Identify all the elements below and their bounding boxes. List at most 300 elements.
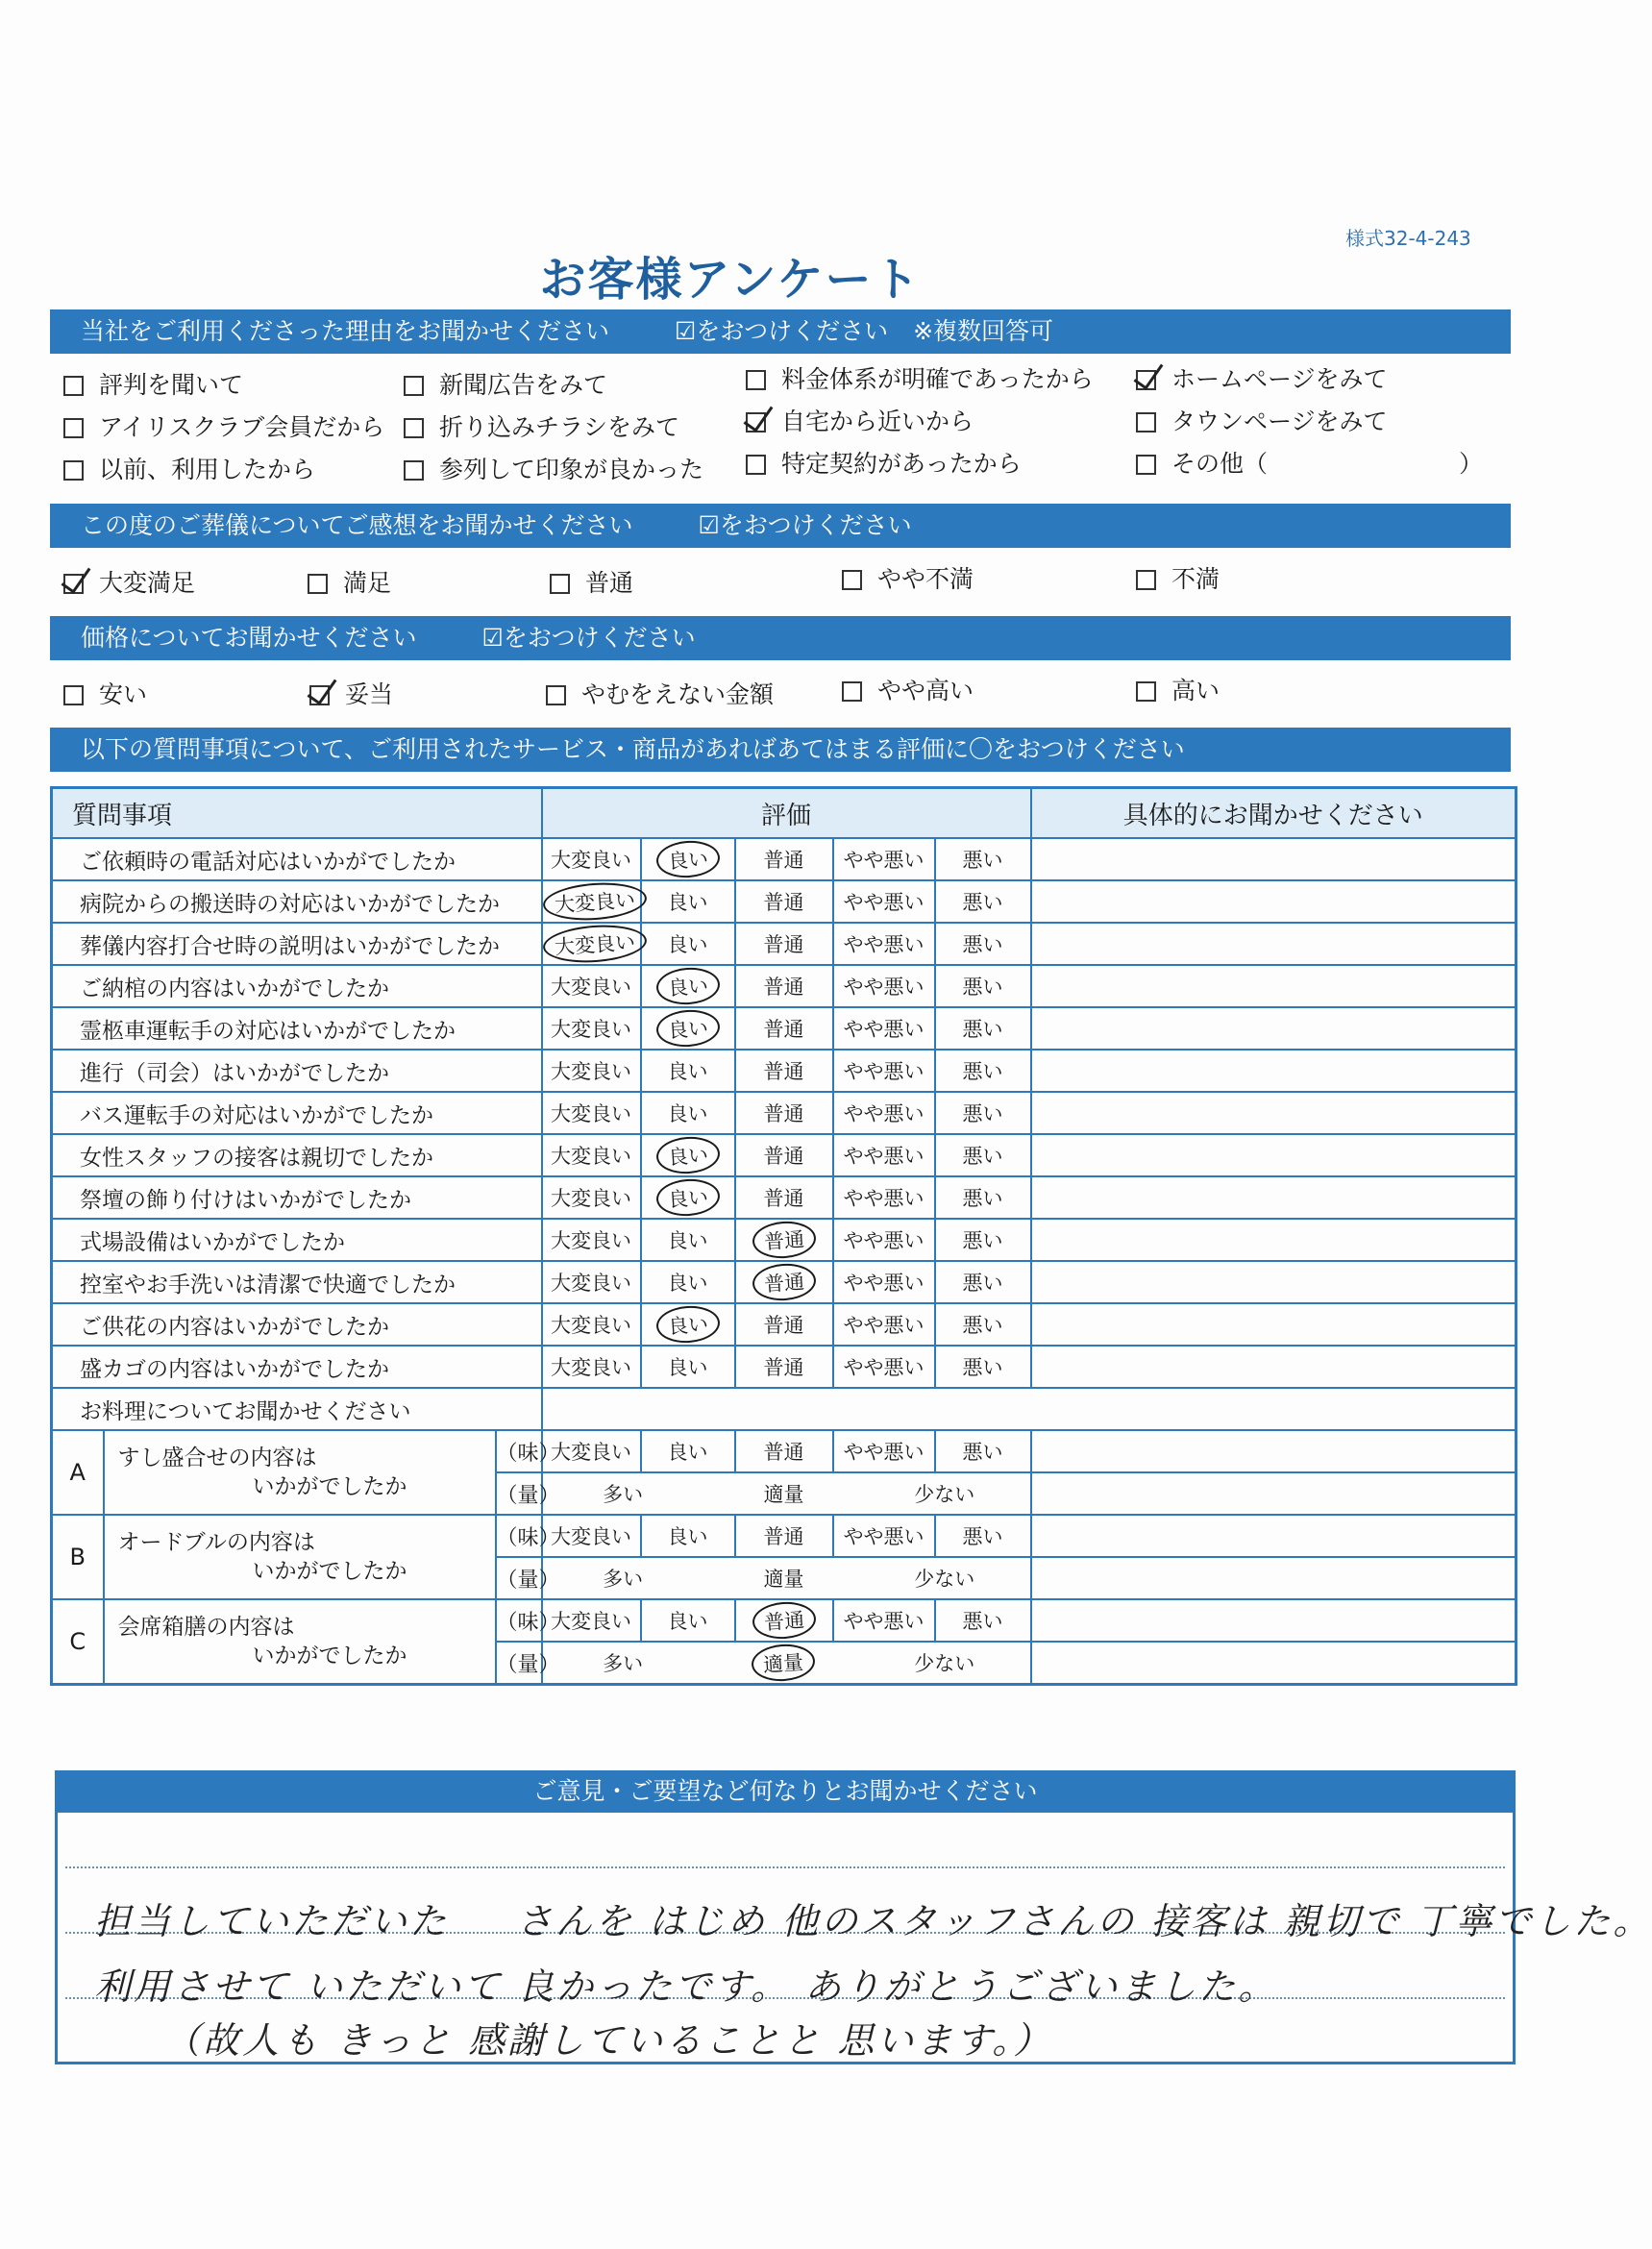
rating-label: 普通 <box>751 1220 816 1261</box>
amount-label-text: 少ない <box>914 1568 975 1591</box>
checkbox[interactable] <box>63 418 84 438</box>
rating-option[interactable] <box>833 1007 935 1050</box>
rating-option[interactable] <box>833 1092 935 1134</box>
form-id: 様式32-4-243 <box>1345 227 1471 250</box>
amount-option[interactable] <box>543 1648 703 1677</box>
comment-line-1-after: さんを はじめ 他のスタッフさんの 接客は 親切で 丁寧でした。 <box>516 1900 1652 1942</box>
checkbox[interactable] <box>63 376 84 396</box>
checkbox-label: やや高い <box>877 677 974 704</box>
amount-label: （量） <box>496 1642 542 1685</box>
col-question-header: 質問事項 <box>52 788 542 839</box>
checkbox[interactable] <box>546 685 566 705</box>
section1-note: ※複数回答可 <box>913 317 1054 345</box>
food-letter: B <box>52 1515 104 1599</box>
rating-option[interactable] <box>641 1092 735 1134</box>
food-heading-blank <box>542 1388 1516 1430</box>
rating-option[interactable] <box>735 1261 833 1303</box>
checkbox-option[interactable] <box>546 680 774 709</box>
rating-label: やや悪い <box>843 1525 925 1548</box>
rating-label: 普通 <box>763 1145 804 1168</box>
checkbox-option[interactable] <box>746 450 1022 479</box>
detail-cell[interactable] <box>1031 1007 1516 1050</box>
taste-option[interactable] <box>935 1430 1031 1472</box>
rating-option[interactable] <box>542 1261 641 1303</box>
rating-label: 大変良い <box>551 1610 631 1633</box>
food-name <box>104 1515 496 1599</box>
rating-label: 大変良い <box>541 922 647 965</box>
rating-label: 大変良い <box>551 1145 631 1168</box>
rating-option[interactable] <box>833 1303 935 1346</box>
rating-label: 大変良い <box>551 1272 631 1295</box>
amount-options <box>542 1557 1031 1599</box>
question-text: 葬儀内容打合せ時の説明はいかがでしたか <box>52 923 542 965</box>
rating-option[interactable] <box>641 965 735 1007</box>
checkbox[interactable] <box>842 681 862 702</box>
checkbox-label: 普通 <box>585 569 634 597</box>
rating-option[interactable] <box>641 1050 735 1092</box>
amount-option[interactable] <box>543 1479 703 1508</box>
taste-label: （味） <box>496 1599 542 1642</box>
rating-label: 良い <box>654 1304 720 1346</box>
rating-table <box>50 786 1517 1686</box>
amount-label-text: 多い <box>603 1483 644 1506</box>
checkbox-option[interactable] <box>63 413 384 442</box>
rating-label: 良い <box>654 1008 720 1050</box>
rating-option[interactable] <box>833 838 935 880</box>
checkbox-label: やや不満 <box>877 565 974 593</box>
rating-label: 良い <box>667 1441 708 1464</box>
food-name-main: 会席箱膳の内容は <box>117 1615 295 1640</box>
rating-option[interactable] <box>641 1007 735 1050</box>
food-name-suffix: いかがでしたか <box>252 1474 407 1499</box>
rating-option[interactable] <box>641 923 735 965</box>
checkbox-label: その他（ <box>1171 450 1269 478</box>
taste-option[interactable] <box>542 1515 641 1557</box>
checkbox[interactable] <box>1136 681 1156 702</box>
detail-cell[interactable] <box>1031 923 1516 965</box>
checkbox-label: 特定契約があったから <box>781 450 1022 478</box>
rating-label: 良い <box>667 1356 708 1379</box>
food-taste-row <box>52 1599 1516 1642</box>
rating-option[interactable] <box>833 1261 935 1303</box>
rating-label: 普通 <box>751 1262 816 1303</box>
rating-option[interactable] <box>935 1007 1031 1050</box>
taste-option[interactable] <box>935 1515 1031 1557</box>
question-row <box>52 1134 1516 1176</box>
question-row <box>52 1261 1516 1303</box>
detail-cell[interactable] <box>1031 1092 1516 1134</box>
taste-option[interactable] <box>735 1430 833 1472</box>
section1-heading: 当社をご利用くださった理由をお聞かせください <box>81 317 610 345</box>
rating-label: 大変良い <box>551 1356 631 1379</box>
detail-cell[interactable] <box>1031 1557 1516 1599</box>
taste-option[interactable] <box>641 1515 735 1557</box>
food-heading: お料理についてお聞かせください <box>52 1388 542 1430</box>
rating-label: 大変良い <box>551 1060 631 1083</box>
rating-label: 大変良い <box>541 879 647 923</box>
food-name-main: すし盛合せの内容は <box>117 1446 317 1470</box>
question-row <box>52 1219 1516 1261</box>
checkbox-option[interactable] <box>842 677 974 705</box>
rating-label: 普通 <box>763 933 804 956</box>
rating-option[interactable] <box>542 965 641 1007</box>
rating-label: 普通 <box>763 1187 804 1210</box>
rating-label: 悪い <box>962 1356 1003 1379</box>
question-row <box>52 1176 1516 1219</box>
rating-option[interactable] <box>935 880 1031 923</box>
rating-label: 普通 <box>763 1060 804 1083</box>
checkbox-option[interactable] <box>63 569 195 598</box>
taste-option[interactable] <box>833 1515 935 1557</box>
rating-label: 良い <box>667 1102 708 1125</box>
rating-option[interactable] <box>935 1092 1031 1134</box>
detail-cell[interactable] <box>1031 1515 1516 1557</box>
taste-option[interactable] <box>935 1599 1031 1642</box>
detail-cell[interactable] <box>1031 1176 1516 1219</box>
detail-cell[interactable] <box>1031 1219 1516 1261</box>
amount-label-text: 多い <box>603 1568 644 1591</box>
question-row <box>52 880 1516 923</box>
checkbox-option[interactable] <box>1136 408 1388 436</box>
checkbox-label: 大変満足 <box>99 569 196 597</box>
checkbox[interactable] <box>404 460 424 481</box>
food-taste-row <box>52 1430 1516 1472</box>
checkbox-option[interactable] <box>746 365 1094 394</box>
rating-option[interactable] <box>833 1050 935 1092</box>
question-row <box>52 923 1516 965</box>
checkbox-option[interactable] <box>308 569 391 598</box>
other-close-paren: ） <box>1459 450 1484 478</box>
checkbox-label: 妥当 <box>345 680 394 708</box>
rating-option[interactable] <box>641 1303 735 1346</box>
rating-label: やや悪い <box>843 933 925 956</box>
rating-option[interactable] <box>735 1007 833 1050</box>
rating-label: やや悪い <box>843 1272 925 1295</box>
amount-option[interactable] <box>864 1648 1024 1677</box>
taste-option[interactable] <box>833 1430 935 1472</box>
rating-label: 大変良い <box>551 1441 631 1464</box>
question-text: ご供花の内容はいかがでしたか <box>52 1303 542 1346</box>
rating-option[interactable] <box>542 923 641 965</box>
section3-heading: 価格についてお聞かせください <box>81 624 417 652</box>
checkbox-option[interactable] <box>1136 677 1220 705</box>
rating-label: やや悪い <box>843 891 925 914</box>
rating-label: 大変良い <box>551 1314 631 1337</box>
checkbox-label: 新聞広告をみて <box>439 371 608 399</box>
checkbox[interactable] <box>746 455 766 475</box>
checkbox[interactable] <box>746 412 766 432</box>
rating-label: やや悪い <box>843 976 925 999</box>
rating-label: やや悪い <box>843 1229 925 1252</box>
taste-option[interactable] <box>735 1599 833 1642</box>
rating-option[interactable] <box>735 1346 833 1388</box>
section1-instruction: ☑をおつけください <box>674 317 889 345</box>
rating-label: 悪い <box>962 1018 1003 1041</box>
amount-label-text: 適量 <box>763 1568 804 1591</box>
rating-option[interactable] <box>833 1134 935 1176</box>
checkbox-label: 不満 <box>1171 565 1221 593</box>
rating-label: 大変良い <box>551 1187 631 1210</box>
rating-option[interactable] <box>542 1050 641 1092</box>
comment-line-1-before: 担当していただいた <box>94 1900 450 1942</box>
rating-option[interactable] <box>641 1176 735 1219</box>
checkbox-label: 評判を聞いて <box>99 371 244 399</box>
rating-label: 悪い <box>962 1610 1003 1633</box>
rating-option[interactable] <box>735 1303 833 1346</box>
rating-option[interactable] <box>935 965 1031 1007</box>
checkbox[interactable] <box>842 570 862 590</box>
amount-option[interactable] <box>703 1648 864 1677</box>
rating-option[interactable] <box>833 1219 935 1261</box>
checkbox[interactable] <box>309 685 330 705</box>
rating-option[interactable] <box>641 1261 735 1303</box>
rating-label: 普通 <box>763 1525 804 1548</box>
checkbox-option[interactable] <box>746 408 974 436</box>
detail-cell[interactable] <box>1031 1050 1516 1092</box>
rating-option[interactable] <box>641 838 735 880</box>
rating-option[interactable] <box>935 1050 1031 1092</box>
checkbox[interactable] <box>1136 455 1156 475</box>
checkbox[interactable] <box>1136 370 1156 390</box>
taste-label: （味） <box>496 1430 542 1472</box>
checkbox[interactable] <box>746 370 766 390</box>
rating-label: 良い <box>667 1272 708 1295</box>
checkbox[interactable] <box>404 376 424 396</box>
taste-option[interactable] <box>542 1599 641 1642</box>
rating-label: やや悪い <box>843 1187 925 1210</box>
page-title: お客様アンケート <box>539 253 922 307</box>
rating-label: 大変良い <box>551 1018 631 1041</box>
taste-option[interactable] <box>641 1599 735 1642</box>
detail-cell[interactable] <box>1031 1599 1516 1642</box>
rating-option[interactable] <box>935 1303 1031 1346</box>
rating-option[interactable] <box>542 1303 641 1346</box>
rating-option[interactable] <box>641 880 735 923</box>
rating-option[interactable] <box>542 838 641 880</box>
rating-option[interactable] <box>833 923 935 965</box>
amount-label: （量） <box>496 1472 542 1515</box>
rating-label: 良い <box>654 1177 720 1219</box>
detail-cell[interactable] <box>1031 1346 1516 1388</box>
section4-heading: 以下の質問事項について、ご利用されたサービス・商品があればあてはまる評価に〇をおつけください <box>81 735 1185 763</box>
rating-label: やや悪い <box>843 1441 925 1464</box>
taste-option[interactable] <box>542 1430 641 1472</box>
rating-label: 悪い <box>962 1187 1003 1210</box>
rating-label: 良い <box>654 966 720 1007</box>
checkbox[interactable] <box>1136 570 1156 590</box>
checkbox-label: 満足 <box>343 569 392 597</box>
rating-label: 大変良い <box>551 1525 631 1548</box>
question-row <box>52 965 1516 1007</box>
rating-option[interactable] <box>935 838 1031 880</box>
section2-heading: この度のご葬儀についてご感想をお聞かせください <box>81 511 633 539</box>
amount-option[interactable] <box>703 1564 864 1593</box>
rating-label: やや悪い <box>843 1610 925 1633</box>
checkbox-option[interactable] <box>1136 565 1220 594</box>
rating-option[interactable] <box>935 1346 1031 1388</box>
checkbox-option[interactable] <box>63 456 315 484</box>
checkbox-option[interactable] <box>404 371 607 400</box>
amount-label-text: 少ない <box>914 1652 975 1675</box>
checkbox[interactable] <box>550 574 570 594</box>
rating-label: 良い <box>654 1135 720 1176</box>
rating-label: 普通 <box>763 1102 804 1125</box>
checkbox-option[interactable] <box>404 456 703 484</box>
rating-label: やや悪い <box>843 1018 925 1041</box>
amount-option[interactable] <box>864 1479 1024 1508</box>
rating-option[interactable] <box>833 1346 935 1388</box>
detail-cell[interactable] <box>1031 1430 1516 1472</box>
checkbox[interactable] <box>63 460 84 481</box>
rating-label: 悪い <box>962 1229 1003 1252</box>
question-text: 控室やお手洗いは清潔で快適でしたか <box>52 1261 542 1303</box>
rating-option[interactable] <box>641 1346 735 1388</box>
amount-option[interactable] <box>543 1564 703 1593</box>
section3-heading-bar <box>50 616 1511 660</box>
rating-option[interactable] <box>735 965 833 1007</box>
checkbox-option[interactable] <box>1136 365 1388 394</box>
question-row <box>52 838 1516 880</box>
amount-option[interactable] <box>703 1479 864 1508</box>
question-text: 病院からの搬送時の対応はいかがでしたか <box>52 880 542 923</box>
rating-label: 普通 <box>763 1018 804 1041</box>
amount-label-text: 多い <box>603 1652 644 1675</box>
checkbox-label: 以前、利用したから <box>99 456 316 483</box>
rating-option[interactable] <box>735 880 833 923</box>
col-detail-header: 具体的にお聞かせください <box>1031 788 1516 839</box>
rating-label: 大変良い <box>551 976 631 999</box>
rating-label: 大変良い <box>551 849 631 872</box>
checkbox-option[interactable] <box>550 569 633 598</box>
question-row <box>52 1092 1516 1134</box>
checkbox-option[interactable] <box>842 565 974 594</box>
question-text: ご依頼時の電話対応はいかがでしたか <box>52 838 542 880</box>
detail-cell[interactable] <box>1031 1303 1516 1346</box>
rating-label: 普通 <box>751 1600 816 1642</box>
detail-cell[interactable] <box>1031 838 1516 880</box>
detail-cell[interactable] <box>1031 1472 1516 1515</box>
checkbox-option[interactable] <box>63 680 147 709</box>
checkbox-option[interactable] <box>404 413 679 442</box>
checkbox[interactable] <box>308 574 328 594</box>
taste-option[interactable] <box>641 1430 735 1472</box>
detail-cell[interactable] <box>1031 1261 1516 1303</box>
checkbox-option[interactable] <box>1136 450 1268 479</box>
detail-cell[interactable] <box>1031 965 1516 1007</box>
amount-options <box>542 1472 1031 1515</box>
food-letter: C <box>52 1599 104 1685</box>
checkbox[interactable] <box>63 574 84 594</box>
checkbox-label: 参列して印象が良かった <box>439 456 704 483</box>
checkbox-label: 折り込みチラシをみて <box>439 413 680 441</box>
col-rating-header: 評価 <box>542 788 1031 839</box>
rating-label: 悪い <box>962 1441 1003 1464</box>
rating-option[interactable] <box>833 1176 935 1219</box>
rating-option[interactable] <box>542 1219 641 1261</box>
rating-option[interactable] <box>935 923 1031 965</box>
amount-label: （量） <box>496 1557 542 1599</box>
section1-heading-bar <box>50 309 1511 354</box>
rating-option[interactable] <box>542 880 641 923</box>
question-row <box>52 1050 1516 1092</box>
amount-option[interactable] <box>864 1564 1024 1593</box>
rating-option[interactable] <box>542 1134 641 1176</box>
detail-cell[interactable] <box>1031 1134 1516 1176</box>
rating-label: 良い <box>667 1060 708 1083</box>
amount-label-text: 適量 <box>763 1483 804 1506</box>
rating-label: 悪い <box>962 933 1003 956</box>
food-letter: A <box>52 1430 104 1515</box>
rating-option[interactable] <box>735 1092 833 1134</box>
rating-option[interactable] <box>542 1007 641 1050</box>
detail-cell[interactable] <box>1031 880 1516 923</box>
rating-option[interactable] <box>833 965 935 1007</box>
rating-option[interactable] <box>935 1176 1031 1219</box>
rating-option[interactable] <box>935 1261 1031 1303</box>
section5-heading: ご意見・ご要望など何なりとお聞かせください <box>532 1777 1038 1805</box>
rating-label: 良い <box>667 1525 708 1548</box>
rating-label: 普通 <box>763 1441 804 1464</box>
taste-option[interactable] <box>833 1599 935 1642</box>
section5-heading-bar <box>55 1770 1516 1813</box>
checkbox-option[interactable] <box>309 680 393 709</box>
food-name <box>104 1599 496 1685</box>
rating-option[interactable] <box>833 880 935 923</box>
rating-option[interactable] <box>641 1134 735 1176</box>
rating-option[interactable] <box>735 1219 833 1261</box>
rating-label: 良い <box>667 933 708 956</box>
checkbox-option[interactable] <box>63 371 243 400</box>
amount-label-text: 適量 <box>751 1643 816 1684</box>
checkbox-label: アイリスクラブ会員だから <box>99 413 385 441</box>
rating-option[interactable] <box>542 1092 641 1134</box>
rating-option[interactable] <box>542 1176 641 1219</box>
taste-option[interactable] <box>735 1515 833 1557</box>
rating-label: 普通 <box>763 1356 804 1379</box>
rating-label: 悪い <box>962 976 1003 999</box>
rating-label: やや悪い <box>843 849 925 872</box>
rating-label: やや悪い <box>843 1314 925 1337</box>
rating-option[interactable] <box>735 1134 833 1176</box>
comment-line-3: （故人も きっと 感謝していることと 思います。） <box>163 2019 1053 2062</box>
rating-label: 悪い <box>962 849 1003 872</box>
rating-option[interactable] <box>735 1050 833 1092</box>
question-text: 盛カゴの内容はいかがでしたか <box>52 1346 542 1388</box>
question-text: 式場設備はいかがでしたか <box>52 1219 542 1261</box>
rating-option[interactable] <box>935 1134 1031 1176</box>
rating-label: 悪い <box>962 891 1003 914</box>
checkbox[interactable] <box>1136 412 1156 432</box>
detail-cell[interactable] <box>1031 1642 1516 1685</box>
checkbox[interactable] <box>63 685 84 705</box>
rating-option[interactable] <box>935 1219 1031 1261</box>
rating-option[interactable] <box>641 1219 735 1261</box>
taste-label: （味） <box>496 1515 542 1557</box>
checkbox[interactable] <box>404 418 424 438</box>
rating-option[interactable] <box>735 923 833 965</box>
rating-label: 良い <box>667 1229 708 1252</box>
question-row <box>52 1346 1516 1388</box>
rating-option[interactable] <box>735 838 833 880</box>
rating-label: 普通 <box>763 891 804 914</box>
comment-box[interactable] <box>55 1813 1652 2064</box>
rating-label: 良い <box>667 891 708 914</box>
rating-option[interactable] <box>735 1176 833 1219</box>
comment-line-2: 利用させて いただいて 良かったです。 ありがとうございました。 <box>94 1965 1278 2008</box>
comment-rule <box>65 1866 1505 1868</box>
rating-option[interactable] <box>542 1346 641 1388</box>
rating-label: 悪い <box>962 1145 1003 1168</box>
